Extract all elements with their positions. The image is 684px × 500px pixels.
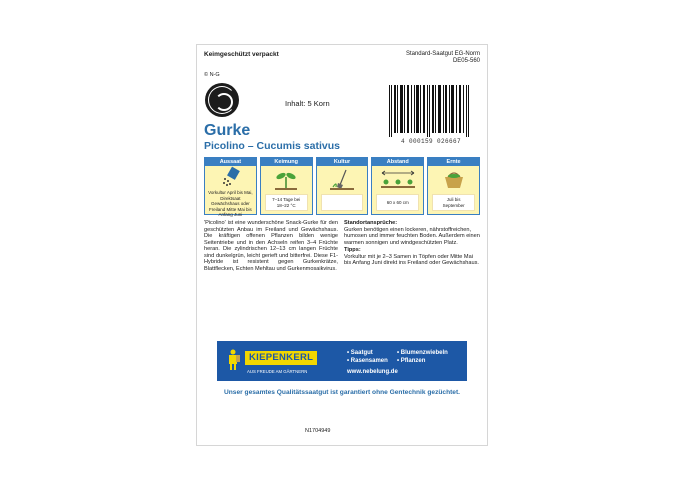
panel-text: Juli bis September bbox=[432, 194, 475, 211]
panel-heading: Kultur bbox=[317, 158, 368, 166]
range-item: • Rasensamen bbox=[347, 358, 388, 364]
gentech-note: Unser gesamtes Qualitätssaatgut ist garantiert ohne Gentechnik gezüchtet. bbox=[224, 389, 460, 396]
panel-text: Vorkultur April bis Mai, Direktsaat Gewächshaus oder Freiland Mitte Mai bis Anfang Juni bbox=[208, 190, 253, 217]
panel-ernte bbox=[427, 157, 480, 215]
panel-aussaat bbox=[204, 157, 257, 215]
range-item: • Saatgut bbox=[347, 350, 373, 356]
seed-packet-back bbox=[196, 44, 488, 446]
standard-code: DE05-560 bbox=[452, 58, 480, 64]
growing-requirements bbox=[344, 220, 480, 267]
product-title: Gurke bbox=[204, 122, 251, 139]
brand-name: KIEPENKERL bbox=[245, 351, 317, 365]
website-link[interactable]: www.nebelung.de bbox=[347, 369, 398, 375]
product-range-left bbox=[347, 349, 388, 365]
tipps-text: Vorkultur mit je 2–3 Samen in Töpfen oder Mitte Mai bis Anfang Juni direkt ins Freiland oder Gewächshaus. bbox=[344, 253, 479, 266]
barcode bbox=[383, 85, 479, 145]
panel-kultur bbox=[316, 157, 369, 215]
panel-text bbox=[321, 194, 364, 211]
shovel-icon bbox=[317, 166, 368, 192]
standard-info bbox=[406, 51, 480, 65]
panel-abstand bbox=[371, 157, 424, 215]
panel-text: 60 x 60 cm bbox=[376, 194, 419, 211]
gruener-punkt-logo bbox=[205, 83, 239, 117]
product-range-right bbox=[397, 349, 448, 365]
packaging-note: Keimgeschützt verpackt bbox=[204, 51, 279, 58]
panel-keimung bbox=[260, 157, 313, 215]
brand-tagline: AUS FREUDE AM GÄRTNERN bbox=[247, 369, 308, 374]
ng-mark: © N-G bbox=[204, 72, 220, 78]
recycling-arrow-icon bbox=[215, 93, 233, 111]
product-subtitle: Picolino – Cucumis sativus bbox=[204, 140, 340, 152]
product-description: 'Picolino' ist eine wunderschöne Snack-Gurke für den geschützten Anbau im Freiland und Gewächshaus. Die kräftigen offenen Pflanzen bilden wenige Seitentriebe und in den Achseln reifen 3–4 Früchte heran. Die zylindrischen 12–13 cm langen Früchte sind dunkelgrün, leicht gerieft und bitterfrei. Diese F1-Hybride ist resistent gegen Gurkenkrätze, Blattflecken, Echten Mehltau und Gurkenmosaikvirus. bbox=[204, 220, 338, 272]
panel-heading: Abstand bbox=[372, 158, 423, 166]
panel-heading: Keimung bbox=[261, 158, 312, 166]
harvest-basket-icon bbox=[428, 166, 479, 192]
barcode-bars bbox=[383, 85, 479, 137]
barcode-number: 4 000159 026667 bbox=[400, 138, 461, 145]
panel-heading: Aussaat bbox=[205, 158, 256, 166]
panel-heading: Ernte bbox=[428, 158, 479, 166]
standard-norm: Standard-Saatgut EG-Norm bbox=[405, 51, 480, 57]
seed-packet-icon bbox=[205, 166, 256, 190]
row-spacing-icon bbox=[372, 166, 423, 192]
standort-text: Gurken benötigen einen lockeren, nährstoffreichen, humosen und immer feuchten Boden. Außerdem einen warmen sonnigen und windgeschützten Platz. bbox=[344, 226, 480, 246]
article-number: N1704949 bbox=[305, 428, 331, 434]
content-amount: Inhalt: 5 Korn bbox=[285, 99, 330, 108]
tipps-heading: Tipps: bbox=[344, 247, 361, 253]
kiepenkerl-figure-icon bbox=[225, 349, 241, 371]
standort-heading: Standortansprüche: bbox=[344, 220, 398, 226]
growing-info-panels bbox=[204, 157, 480, 215]
seedling-icon bbox=[261, 166, 312, 192]
brand-banner bbox=[217, 341, 467, 381]
range-item: • Pflanzen bbox=[397, 358, 426, 364]
range-item: • Blumenzwiebeln bbox=[397, 350, 448, 356]
panel-text: 7–14 Tage bei 18–22 °C bbox=[265, 194, 308, 211]
